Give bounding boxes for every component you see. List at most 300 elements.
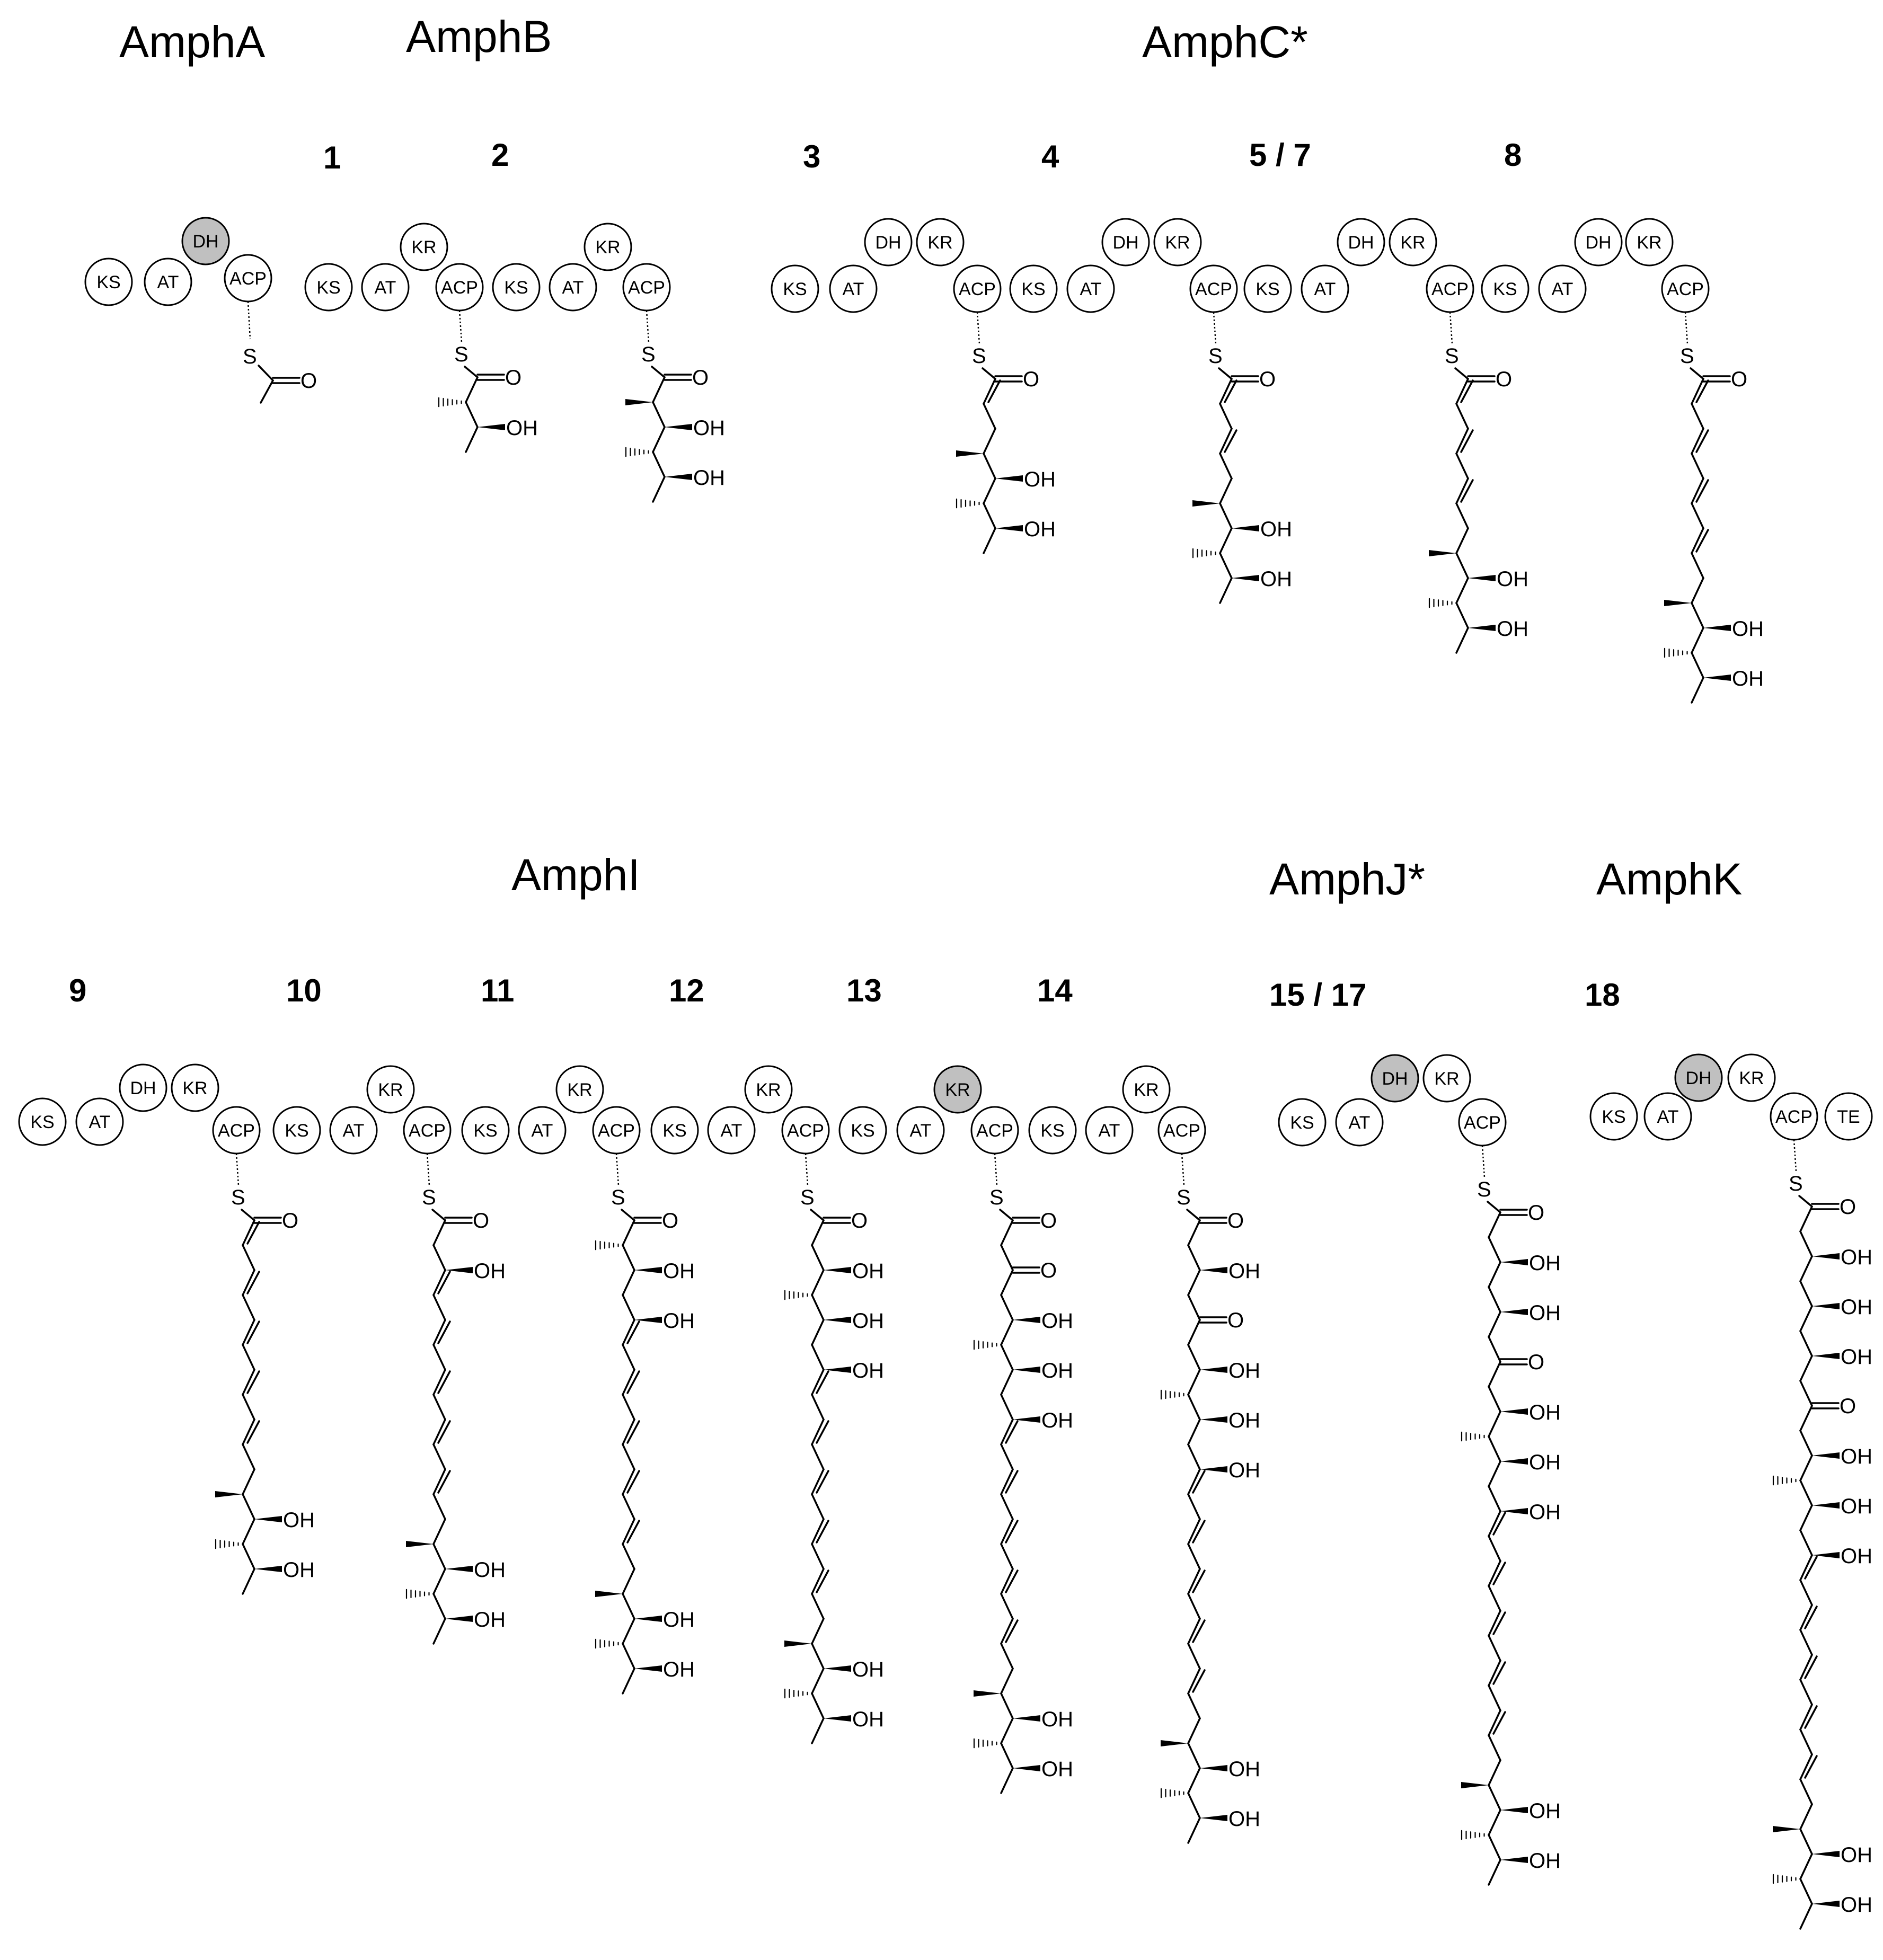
module-number: 10: [286, 973, 322, 1008]
bond: [243, 1295, 254, 1320]
domain-kr: [917, 219, 963, 265]
bond: [1800, 1480, 1812, 1505]
domain-label: ACP: [787, 1121, 824, 1141]
atom-label: OH: [1841, 1296, 1872, 1319]
domain-label: KS: [1256, 279, 1280, 299]
domain-dh-inactive: [1675, 1054, 1722, 1101]
bond: [243, 1245, 254, 1270]
atom-label: OH: [474, 1260, 506, 1283]
bond: [1219, 368, 1232, 379]
domain-label: ACP: [441, 278, 478, 298]
wedge-bond: [634, 1616, 662, 1622]
domain-label: DH: [1112, 233, 1139, 253]
bond: [984, 528, 995, 553]
bond: [812, 1544, 824, 1569]
bond: [623, 1594, 634, 1619]
bond: [812, 1494, 824, 1519]
bond: [1001, 1669, 1013, 1693]
domain-acp: [954, 265, 1001, 312]
bond: [1800, 1530, 1812, 1555]
domain-ks: [1244, 265, 1291, 312]
domain-label: AT: [342, 1121, 365, 1141]
bond: [812, 1594, 824, 1619]
atom-label: OH: [283, 1509, 315, 1532]
bond: [1188, 1594, 1200, 1619]
atom-label: O: [1528, 1351, 1545, 1374]
bond: [1489, 1212, 1500, 1237]
protein-title-amphi: AmphI: [511, 850, 640, 900]
wedge-bond: [824, 1317, 851, 1323]
bond: [243, 1345, 254, 1370]
bond: [1001, 1494, 1013, 1519]
bond: [1489, 1312, 1500, 1337]
domain-at: [362, 264, 409, 311]
domain-label: AT: [157, 272, 179, 292]
bond: [1489, 1262, 1500, 1287]
bond: [1001, 1320, 1013, 1345]
bond: [1188, 1818, 1200, 1843]
atom-label: O: [662, 1209, 679, 1232]
bond: [1001, 1594, 1013, 1619]
domain-ks: [772, 265, 818, 312]
bond: [1001, 1718, 1013, 1743]
wedge-bond: [1812, 1901, 1840, 1907]
domain-label: KR: [945, 1080, 970, 1100]
atom-label: OH: [1497, 617, 1528, 641]
domain-label: KR: [411, 237, 437, 258]
thioester-link: [427, 1154, 429, 1185]
domain-label: DH: [1685, 1068, 1712, 1088]
bond: [984, 478, 995, 503]
bond: [243, 1494, 254, 1519]
domain-label: ACP: [409, 1121, 446, 1141]
wedge-bond: [995, 475, 1023, 482]
atom-label: S: [1208, 344, 1223, 368]
domain-at: [76, 1098, 123, 1145]
domain-dh: [1338, 219, 1384, 265]
bond: [1188, 1270, 1200, 1295]
bond: [1456, 578, 1468, 603]
atom-label: OH: [852, 1658, 884, 1681]
atom-label: OH: [852, 1309, 884, 1333]
wedge-bond: [1200, 1267, 1227, 1273]
bond: [243, 1544, 254, 1569]
domain-label: KR: [756, 1080, 781, 1100]
bond: [1188, 1718, 1200, 1743]
bond: [243, 1469, 254, 1494]
atom-label: S: [611, 1186, 625, 1209]
bond: [1800, 1456, 1812, 1480]
domain-label: ACP: [1667, 279, 1704, 299]
atom-label: OH: [1732, 667, 1764, 690]
bond: [1800, 1879, 1812, 1904]
bond: [623, 1395, 634, 1420]
bond: [466, 377, 478, 402]
bond: [1001, 1220, 1013, 1245]
module-number: 5 / 7: [1249, 137, 1311, 173]
wedge-bond: [1703, 675, 1731, 681]
thioester-link: [647, 311, 649, 342]
module-number: 4: [1041, 139, 1059, 174]
bond: [812, 1245, 824, 1270]
domain-ks: [1590, 1093, 1637, 1140]
atom-label: OH: [1041, 1359, 1073, 1382]
thioester-link: [1182, 1154, 1184, 1185]
domain-at: [330, 1107, 377, 1154]
module-number: 18: [1585, 977, 1620, 1013]
bond: [1220, 404, 1232, 429]
bond: [1489, 1387, 1500, 1412]
atom-label: OH: [693, 416, 725, 440]
atom-label: OH: [663, 1309, 695, 1333]
atom-label: OH: [663, 1658, 695, 1681]
bond: [465, 367, 478, 377]
bond: [1489, 1735, 1500, 1760]
wedge-bond: [634, 1267, 662, 1273]
bond: [1489, 1412, 1500, 1436]
atom-label: OH: [1228, 1758, 1260, 1781]
domain-label: KR: [378, 1080, 403, 1100]
bond: [1800, 1306, 1812, 1331]
wedge-bond: [625, 399, 653, 405]
bond: [1489, 1287, 1500, 1312]
bond: [812, 1395, 824, 1420]
bond: [434, 1295, 445, 1320]
domain-at: [897, 1107, 944, 1154]
bond: [623, 1220, 634, 1245]
bond: [261, 380, 273, 403]
domain-at: [830, 265, 877, 312]
domain-label: AT: [1551, 279, 1573, 299]
bond: [1220, 503, 1232, 528]
domain-acp: [1459, 1099, 1506, 1146]
bond: [1692, 653, 1703, 678]
domain-label: AT: [1314, 279, 1336, 299]
atom-label: OH: [1228, 1359, 1260, 1382]
domain-kr: [585, 224, 631, 270]
domain-acp: [213, 1107, 260, 1154]
bond: [1692, 678, 1703, 703]
atom-label: OH: [1841, 1893, 1872, 1917]
domain-label: AT: [562, 278, 584, 298]
atom-label: OH: [1841, 1545, 1872, 1568]
bond: [652, 367, 665, 377]
wedge-bond: [595, 1591, 623, 1597]
bond: [812, 1220, 824, 1245]
wedge-bond: [1500, 1458, 1528, 1465]
bond: [812, 1644, 824, 1669]
domain-label: AT: [1080, 279, 1102, 299]
protein-title-amphk: AmphK: [1596, 854, 1743, 904]
wedge-bond: [1200, 1815, 1227, 1821]
domain-dh: [1102, 219, 1149, 265]
bond: [1800, 1730, 1812, 1754]
bond: [1220, 578, 1232, 603]
bond: [812, 1320, 824, 1345]
bond: [1456, 454, 1468, 478]
thioester-link: [248, 301, 250, 339]
bond: [1456, 628, 1468, 653]
bond: [434, 1395, 445, 1420]
bond: [623, 1544, 634, 1569]
domain-acp: [436, 264, 483, 311]
atom-label: O: [1496, 368, 1513, 391]
domain-at: [1336, 1099, 1383, 1146]
bond: [1001, 1270, 1013, 1295]
bond: [1800, 1331, 1812, 1356]
bond: [434, 1519, 445, 1544]
bond: [1188, 1245, 1200, 1270]
bond: [983, 368, 995, 379]
domain-label: ACP: [628, 278, 665, 298]
domain-kr: [401, 224, 447, 270]
thioester-link: [1482, 1146, 1484, 1177]
domain-label: DH: [1348, 233, 1374, 253]
bond: [1800, 1381, 1812, 1406]
domain-at: [519, 1107, 565, 1154]
domain-ks: [305, 264, 352, 311]
bond: [466, 427, 478, 452]
atom-label: O: [1840, 1195, 1857, 1219]
wedge-bond: [1192, 500, 1220, 507]
bond: [1188, 1544, 1200, 1569]
wedge-bond: [634, 1665, 662, 1672]
bond: [623, 1669, 634, 1693]
domain-label: KR: [1400, 233, 1426, 253]
domain-label: DH: [130, 1078, 156, 1098]
bond: [1456, 503, 1468, 528]
domain-label: KS: [473, 1121, 498, 1141]
wedge-bond: [665, 424, 692, 430]
domain-label: AT: [1348, 1113, 1371, 1133]
wedge-bond: [1812, 1303, 1840, 1309]
bond: [1188, 1793, 1200, 1818]
atom-label: S: [1445, 344, 1459, 368]
atom-label: OH: [1024, 468, 1056, 491]
domain-label: AT: [1657, 1107, 1679, 1127]
domain-label: KR: [927, 233, 953, 253]
atom-label: S: [231, 1186, 245, 1209]
atom-label: O: [300, 369, 317, 393]
atom-label: S: [1789, 1172, 1803, 1195]
thioester-link: [806, 1154, 808, 1185]
bond: [622, 1210, 634, 1220]
bond: [1188, 1693, 1200, 1718]
atom-label: OH: [1529, 1301, 1561, 1325]
bond: [259, 366, 273, 380]
domain-label: KS: [1602, 1107, 1626, 1127]
module-number: 12: [669, 973, 704, 1008]
bond: [1800, 1680, 1812, 1705]
thioester-link: [995, 1154, 997, 1185]
bond: [1220, 478, 1232, 503]
domain-kr: [556, 1066, 603, 1113]
bond: [1489, 1785, 1500, 1810]
domain-at: [1086, 1107, 1133, 1154]
bond: [1456, 603, 1468, 628]
bond: [1220, 454, 1232, 478]
wedge-bond: [1812, 1452, 1840, 1459]
atom-label: OH: [852, 1708, 884, 1731]
bond: [1188, 1345, 1200, 1370]
atom-label: S: [454, 343, 468, 366]
thioester-link: [236, 1154, 238, 1185]
bond: [1489, 1586, 1500, 1611]
domain-label: DH: [1382, 1069, 1408, 1089]
bond: [1800, 1431, 1812, 1456]
atom-label: O: [851, 1209, 868, 1232]
bond: [1000, 1210, 1013, 1220]
bond: [434, 1494, 445, 1519]
bond: [1489, 1536, 1500, 1561]
domain-label: ACP: [959, 279, 996, 299]
domain-label: ACP: [1195, 279, 1232, 299]
bond: [812, 1669, 824, 1693]
wedge-bond: [254, 1516, 282, 1522]
atom-label: OH: [1260, 567, 1292, 591]
bond: [1489, 1860, 1500, 1885]
bond: [1188, 1743, 1200, 1768]
bond: [243, 1395, 254, 1420]
atom-label: OH: [506, 416, 538, 440]
atom-label: OH: [1841, 1246, 1872, 1269]
domain-label: KR: [567, 1080, 593, 1100]
domain-kr: [1424, 1055, 1470, 1102]
wedge-bond: [254, 1566, 282, 1572]
wedge-bond: [1013, 1317, 1040, 1323]
domain-label: ACP: [976, 1121, 1013, 1141]
thioester-link: [459, 311, 462, 342]
wedge-bond: [1200, 1416, 1227, 1423]
domain-label: AT: [909, 1121, 932, 1141]
wedge-bond: [1200, 1367, 1227, 1373]
thioester-link: [1214, 312, 1216, 344]
wedge-bond: [1812, 1253, 1840, 1260]
domain-kr: [745, 1066, 792, 1113]
atom-label: OH: [1529, 1799, 1561, 1823]
bond: [1188, 1644, 1200, 1669]
wedge-bond: [1812, 1851, 1840, 1857]
domain-kr: [1154, 219, 1201, 265]
domain-acp: [1427, 265, 1473, 312]
atom-label: S: [1477, 1178, 1491, 1201]
bond: [1692, 404, 1703, 429]
domain-at: [550, 264, 596, 311]
bond: [1489, 1237, 1500, 1262]
wedge-bond: [1200, 1765, 1227, 1771]
bond: [1800, 1231, 1812, 1256]
wedge-bond: [1703, 625, 1731, 631]
domain-label: ACP: [1163, 1121, 1200, 1141]
atom-label: OH: [1228, 1260, 1260, 1283]
atom-label: OH: [852, 1359, 884, 1382]
wedge-bond: [406, 1541, 434, 1547]
atom-label: OH: [1260, 518, 1292, 541]
domain-ks: [651, 1107, 698, 1154]
module-number: 14: [1037, 973, 1073, 1008]
atom-label: OH: [1497, 567, 1528, 591]
atom-label: OH: [474, 1608, 506, 1631]
atom-label: OH: [1529, 1451, 1561, 1474]
bond: [1800, 1829, 1812, 1854]
domain-label: KR: [1434, 1069, 1460, 1089]
bond: [1001, 1743, 1013, 1768]
bond: [984, 429, 995, 454]
bond: [1800, 1580, 1812, 1605]
atom-label: OH: [474, 1558, 506, 1582]
bond: [1001, 1245, 1013, 1270]
bond: [1800, 1630, 1812, 1655]
module-number: 13: [846, 973, 882, 1008]
bond: [653, 452, 665, 477]
domain-acp: [782, 1107, 829, 1154]
domain-label: KS: [285, 1121, 309, 1141]
bond: [434, 1594, 445, 1619]
atom-label: O: [1227, 1209, 1244, 1232]
domain-ks: [19, 1098, 66, 1145]
atom-label: S: [641, 343, 656, 366]
atom-label: OH: [283, 1558, 315, 1582]
domain-dh: [865, 219, 912, 265]
atom-label: S: [800, 1186, 815, 1209]
domain-label: ACP: [229, 269, 267, 289]
atom-label: S: [1680, 344, 1694, 368]
bond: [1188, 1370, 1200, 1395]
domain-kr: [1390, 219, 1436, 265]
bond: [1456, 528, 1468, 553]
domain-at: [145, 259, 191, 305]
wedge-bond: [1500, 1857, 1528, 1863]
bond: [1800, 1256, 1812, 1281]
atom-label: OH: [1841, 1495, 1872, 1518]
domain-label: DH: [192, 232, 219, 252]
bond: [623, 1644, 634, 1669]
bond: [1456, 553, 1468, 578]
bond: [1691, 368, 1703, 379]
bond: [623, 1270, 634, 1295]
bond: [434, 1444, 445, 1469]
domain-at: [1645, 1093, 1691, 1140]
protein-title-ampha: AmphA: [119, 17, 266, 67]
bond: [812, 1345, 824, 1370]
bond: [466, 402, 478, 427]
domain-label: KR: [1134, 1080, 1159, 1100]
domain-kr: [172, 1065, 218, 1111]
domain-label: ACP: [1775, 1107, 1813, 1127]
module-number: 11: [481, 973, 515, 1008]
domain-label: KR: [182, 1078, 208, 1098]
domain-ks: [1010, 265, 1057, 312]
bond: [1001, 1444, 1013, 1469]
bond: [1001, 1693, 1013, 1718]
wedge-bond: [1429, 550, 1456, 556]
bond: [1692, 503, 1703, 528]
domain-acp: [971, 1107, 1018, 1154]
bond: [1489, 1461, 1500, 1486]
domain-label: KS: [504, 278, 528, 298]
bond: [1455, 368, 1468, 379]
bond: [1188, 1220, 1200, 1245]
atom-label: O: [1040, 1259, 1057, 1282]
atom-label: OH: [693, 466, 725, 490]
bond: [1800, 1281, 1812, 1306]
wedge-bond: [1773, 1826, 1800, 1832]
bond: [1188, 1420, 1200, 1444]
wedge-bond: [1232, 575, 1259, 581]
atom-label: OH: [1529, 1849, 1561, 1873]
bond: [1188, 1768, 1200, 1793]
atom-label: OH: [852, 1260, 884, 1283]
